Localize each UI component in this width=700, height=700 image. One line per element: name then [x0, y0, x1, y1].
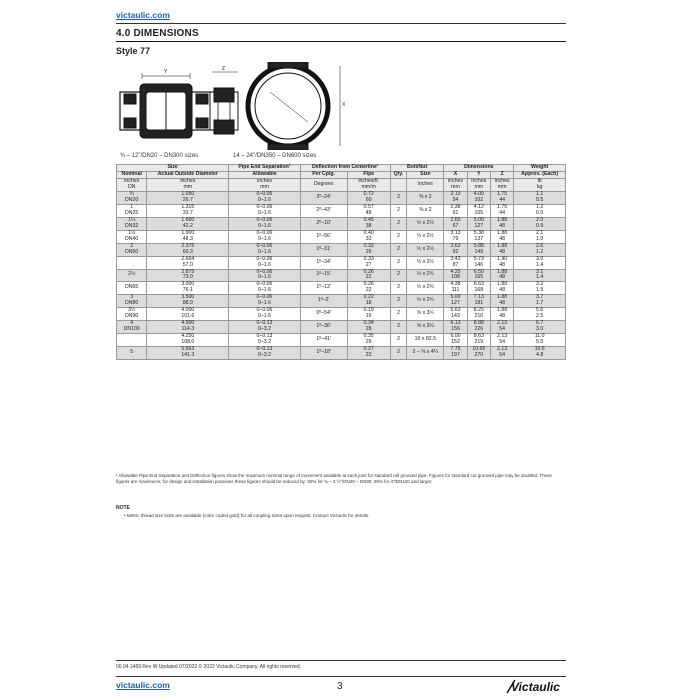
- table-cell: 0.35 29: [347, 334, 390, 347]
- table-cell: 2: [390, 347, 406, 360]
- table-body: [117, 191, 566, 359]
- table-cell: 1º–18': [300, 347, 347, 360]
- table-row: [117, 308, 566, 321]
- table-cell: 0–0.06 0–1.6: [229, 191, 300, 204]
- table-cell: 0.22 18: [347, 295, 390, 308]
- column-unit: lb kg: [514, 178, 566, 191]
- table-cell: 6.7 3.0: [514, 321, 566, 334]
- table-cell: 5.6 2.5: [514, 308, 566, 321]
- table-cell: 4.000 101.6: [147, 308, 229, 321]
- table-cell: 10.65 270: [467, 347, 490, 360]
- table-cell: 10.6 4.8: [514, 347, 566, 360]
- table-cell: 2: [390, 204, 406, 217]
- table-cell: 2: [390, 217, 406, 230]
- column-unit-row: [117, 178, 566, 191]
- table-cell: 11.0 5.0: [514, 334, 566, 347]
- table-cell: 1º–56': [300, 230, 347, 243]
- table-cell: 5.00 127: [467, 217, 490, 230]
- table-cell: 0.57 48: [347, 204, 390, 217]
- size-label-large: 14 – 24"/DN350 – DN600 sizes: [233, 153, 317, 159]
- column-title: Actual Outside Diameter: [147, 171, 229, 178]
- table-cell: ⅜ x 2: [407, 204, 444, 217]
- table-cell: ½ x 2¾: [407, 282, 444, 295]
- column-unit: inches: [407, 178, 444, 191]
- table-cell: ½ x 2½: [407, 256, 444, 269]
- header-link[interactable]: victaulic.com: [116, 10, 170, 20]
- table-cell: 2: [390, 321, 406, 334]
- column-title: Size: [407, 171, 444, 178]
- table-cell: ½ x 2¾: [407, 295, 444, 308]
- table-cell: 4.38 111: [444, 282, 467, 295]
- table-row: [117, 269, 566, 282]
- table-cell: 4.25 108: [444, 269, 467, 282]
- table-cell: 1.75 44: [490, 191, 513, 204]
- table-row: [117, 204, 566, 217]
- table-cell: 2.13 54: [490, 347, 513, 360]
- table-cell: 0–0.06 0–1.6: [229, 295, 300, 308]
- table-cell: 6.50 165: [467, 269, 490, 282]
- table-cell: 3½ DN90: [117, 308, 147, 321]
- table-cell: 2 DN50: [117, 243, 147, 256]
- table-cell: 6.13 156: [444, 321, 467, 334]
- table-cell: 0–0.06 0–1.6: [229, 256, 300, 269]
- group-header: Pipe End Separation¹: [229, 165, 300, 172]
- table-cell: 3.500 88.9: [147, 295, 229, 308]
- table-cell: 1º–41': [300, 334, 347, 347]
- table-cell: 3.13 79: [444, 230, 467, 243]
- table-cell: 3.2 1.5: [514, 282, 566, 295]
- table-cell: 1.88 48: [490, 282, 513, 295]
- table-cell: 2.664 57.0: [147, 256, 229, 269]
- table-cell: 1.2 0.5: [514, 204, 566, 217]
- table-row: [117, 217, 566, 230]
- column-title: Allowable: [229, 171, 300, 178]
- table-row: [117, 321, 566, 334]
- table-cell: 3.000 76.1: [147, 282, 229, 295]
- table-cell: ½ x 2½: [407, 217, 444, 230]
- table-cell: 2.875 73.0: [147, 269, 229, 282]
- dim-label-x: X: [342, 102, 346, 108]
- table-cell: 3º–24': [300, 191, 347, 204]
- table-cell: 4.500 114.3: [147, 321, 229, 334]
- group-header: Dimensions: [444, 165, 514, 172]
- table-cell: 1.88 48: [490, 295, 513, 308]
- table-cell: 1.75 44: [490, 204, 513, 217]
- footer-rule: [116, 676, 566, 677]
- table-cell: ⅜ x 2: [407, 191, 444, 204]
- table-cell: 2.38 61: [444, 204, 467, 217]
- table-cell: 16 x 82.5: [407, 334, 444, 347]
- table-cell: 1º–36': [300, 321, 347, 334]
- table-cell: 0–0.13 0–3.2: [229, 321, 300, 334]
- section-title: 4.0 DIMENSIONS: [116, 28, 199, 39]
- table-cell: 0.45 38: [347, 217, 390, 230]
- table-cell: ¾ DN20: [117, 191, 147, 204]
- group-header: Deflection from Centerline¹: [300, 165, 390, 172]
- table-cell: 2º–43': [300, 204, 347, 217]
- table-cell: 5.563 141.3: [147, 347, 229, 360]
- table-cell: 1.90 48: [490, 256, 513, 269]
- table-cell: 2: [390, 295, 406, 308]
- table-cell: ½ x 2¾: [407, 269, 444, 282]
- group-header: Bolt/Nut: [390, 165, 444, 172]
- column-unit: inches mm: [229, 178, 300, 191]
- table-cell: 1º–31': [300, 243, 347, 256]
- table-cell: 0–0.06 0–1.6: [229, 269, 300, 282]
- table-cell: 2.0 0.9: [514, 217, 566, 230]
- table-cell: 0–0.06 0–1.6: [229, 217, 300, 230]
- table-cell: 2: [390, 230, 406, 243]
- table-cell: 4.00 102: [467, 191, 490, 204]
- table-cell: 3.43 87: [444, 256, 467, 269]
- column-title: Nominal: [117, 171, 147, 178]
- table-cell: 2½: [117, 269, 147, 282]
- table-cell: 1.1 0.5: [514, 191, 566, 204]
- table-cell: 0.19 16: [347, 308, 390, 321]
- victaulic-logo: [505, 676, 569, 696]
- table-row: [117, 295, 566, 308]
- table-cell: 2 – ⅝ x 4¼: [407, 347, 444, 360]
- page-number: 3: [337, 681, 343, 692]
- table-cell: 6.63 168: [467, 282, 490, 295]
- column-unit: inches mm: [444, 178, 467, 191]
- column-unit: Degrees: [300, 178, 347, 191]
- dim-label-z: Z: [222, 66, 226, 72]
- table-cell: 0–0.06 0–1.6: [229, 308, 300, 321]
- coupling-drawing: [118, 62, 348, 150]
- header-rule: [116, 23, 566, 24]
- group-header: Size: [117, 165, 229, 172]
- table-cell: 3.7 1.7: [514, 295, 566, 308]
- table-cell: [117, 256, 147, 269]
- table-row: [117, 243, 566, 256]
- table-cell: 2: [390, 269, 406, 282]
- table-cell: 1º–12': [300, 282, 347, 295]
- footnote: ¹ Allowable Pipe End Separation and Deflection figures show the maximum nominal range of movement available at each joint for standard roll grooved pipe. Figures for standard cut grooved pipe may be doubled. These figures are maximums; for design and installation purposes these figures should be reduced by: 50% for ¾ – 3 ½"/DN20 – DN90; 25% for 4"/DN100 and larger.: [116, 473, 552, 485]
- coupling-side-view: [120, 73, 212, 138]
- column-title: Approx. (Each): [514, 171, 566, 178]
- table-cell: 1.88 48: [490, 217, 513, 230]
- table-cell: 2.375 60.3: [147, 243, 229, 256]
- table-cell: 2: [390, 256, 406, 269]
- column-unit: inches mm: [467, 178, 490, 191]
- table-cell: 8.63 219: [467, 334, 490, 347]
- table-cell: 4 DN100: [117, 321, 147, 334]
- column-title: Per Cplg.: [300, 171, 347, 178]
- table-cell: 2.13 54: [490, 321, 513, 334]
- table-cell: 1.315 33.7: [147, 204, 229, 217]
- table-cell: 1º–2': [300, 295, 347, 308]
- column-unit: inches mm: [147, 178, 229, 191]
- logo-text: Victaulic: [511, 680, 560, 694]
- section-rule: [116, 41, 566, 42]
- table-cell: 0–0.13 0–3.2: [229, 347, 300, 360]
- table-cell: 2: [390, 191, 406, 204]
- table-cell: 4.250 108.0: [147, 334, 229, 347]
- coupling-edge-view: [210, 88, 238, 134]
- table-cell: 2.13 54: [490, 334, 513, 347]
- table-cell: 0.34 28: [347, 321, 390, 334]
- table-cell: DN65: [117, 282, 147, 295]
- table-cell: 2.6 1.2: [514, 243, 566, 256]
- table-cell: 3.63 92: [444, 243, 467, 256]
- table-cell: 0–0.06 0–1.6: [229, 204, 300, 217]
- column-title: Qty.: [390, 171, 406, 178]
- footer-doc-info: 06.04 1469 Rev W Updated 07/2022 © 2022 Victaulic Company. All rights reserved.: [116, 664, 301, 670]
- dimensions-table: [116, 164, 566, 360]
- table-cell: 0.32 26: [347, 243, 390, 256]
- table-cell: 0.40 33: [347, 230, 390, 243]
- table-cell: 2º–10': [300, 217, 347, 230]
- table-cell: 2.65 67: [444, 217, 467, 230]
- table-cell: ½ x 2½: [407, 243, 444, 256]
- table-row: [117, 256, 566, 269]
- table-cell: 8.25 210: [467, 308, 490, 321]
- table-cell: 5.63 143: [444, 308, 467, 321]
- table-cell: 0–0.06 0–1.6: [229, 282, 300, 295]
- size-label-small: ¾ – 12"/DN20 – DN300 sizes: [120, 153, 199, 159]
- table-cell: 3.0 1.4: [514, 256, 566, 269]
- column-title: X: [444, 171, 467, 178]
- table-cell: 4.12 105: [467, 204, 490, 217]
- table-cell: 5.00 127: [444, 295, 467, 308]
- column-unit: inches/ft. mm/m: [347, 178, 390, 191]
- column-unit: [390, 178, 406, 191]
- table-cell: 0–0.06 0–1.6: [229, 230, 300, 243]
- table-cell: 0.72 60: [347, 191, 390, 204]
- table-cell: 1.660 42.2: [147, 217, 229, 230]
- table-cell: ⅝ x 3¼: [407, 308, 444, 321]
- table-row: [117, 191, 566, 204]
- table-cell: 3.1 1.4: [514, 269, 566, 282]
- style-title: Style 77: [116, 46, 151, 56]
- table-cell: ⅝ x 3¼: [407, 321, 444, 334]
- table-cell: ½ x 2½: [407, 230, 444, 243]
- table-cell: 0.27 23: [347, 347, 390, 360]
- table-cell: [117, 334, 147, 347]
- table-row: [117, 282, 566, 295]
- table-cell: 0.26 22: [347, 282, 390, 295]
- table-cell: 1.88 48: [490, 243, 513, 256]
- table-cell: 1½ DN40: [117, 230, 147, 243]
- column-title: Z: [490, 171, 513, 178]
- table-row: [117, 334, 566, 347]
- column-unit: inches DN: [117, 178, 147, 191]
- table-cell: 1.88 48: [490, 230, 513, 243]
- table-cell: 1.88 48: [490, 308, 513, 321]
- table-row: [117, 230, 566, 243]
- table-cell: 1¼ DN32: [117, 217, 147, 230]
- table-cell: 1 DN25: [117, 204, 147, 217]
- footer-rule: [116, 660, 566, 661]
- column-unit: inches mm: [490, 178, 513, 191]
- column-title: Y: [467, 171, 490, 178]
- group-header: Weight: [514, 165, 566, 172]
- table-cell: 1º–15': [300, 269, 347, 282]
- table-cell: 2.13 54: [444, 191, 467, 204]
- table-cell: 1º–34': [300, 256, 347, 269]
- table-cell: 2: [390, 308, 406, 321]
- table-cell: 2.1 1.0: [514, 230, 566, 243]
- table-cell: 1.88 48: [490, 269, 513, 282]
- table-cell: 2: [390, 334, 406, 347]
- table-cell: 3 DN80: [117, 295, 147, 308]
- dim-label-y: Y: [164, 69, 168, 75]
- table-cell: 1.900 48.3: [147, 230, 229, 243]
- footer-link[interactable]: victaulic.com: [116, 680, 170, 690]
- table-cell: 1.050 26.7: [147, 191, 229, 204]
- table-cell: 5: [117, 347, 147, 360]
- table-cell: 5.88 149: [467, 243, 490, 256]
- table-cell: 6.00 152: [444, 334, 467, 347]
- table-cell: 0.33 27: [347, 256, 390, 269]
- table-cell: 0–0.06 0–1.6: [229, 243, 300, 256]
- table-cell: 0.26 22: [347, 269, 390, 282]
- table-cell: 5.38 137: [467, 230, 490, 243]
- table-row: [117, 347, 566, 360]
- table-cell: 2: [390, 243, 406, 256]
- coupling-end-view: [248, 62, 340, 150]
- note-text: • Metric thread size bolts are available (color coded gold) for all coupling sizes upon request. Contact Victaulic for details.: [124, 513, 370, 518]
- table-cell: 7.13 181: [467, 295, 490, 308]
- table-cell: 0–0.13 0–3.2: [229, 334, 300, 347]
- table-cell: 0º–54': [300, 308, 347, 321]
- table-cell: 8.88 226: [467, 321, 490, 334]
- note-title: NOTE: [116, 505, 130, 511]
- table-cell: 2: [390, 282, 406, 295]
- column-title: Pipe: [347, 171, 390, 178]
- table-cell: 7.75 197: [444, 347, 467, 360]
- table-cell: 5.73 146: [467, 256, 490, 269]
